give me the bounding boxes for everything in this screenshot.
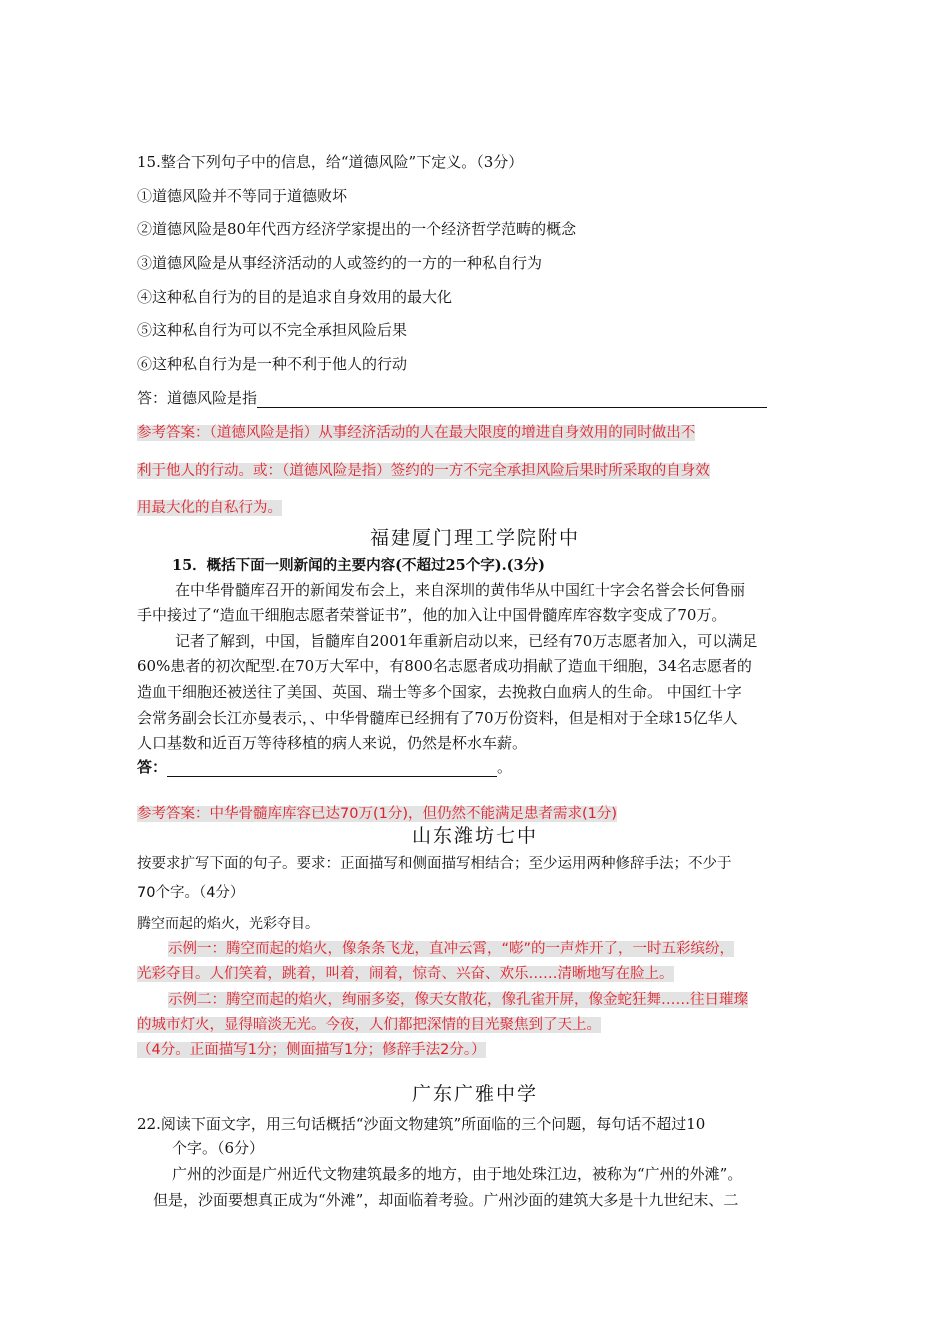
news-answer-line <box>137 757 512 777</box>
option-3: ③道德风险是从事经济活动的人或签约的一方的一种私自行为 <box>137 254 543 272</box>
answer-blank[interactable] <box>257 389 767 408</box>
news-para-line-1: 在中华骨髓库召开的新闻发布会上，来自深圳的黄伟华从中国红十字会名誉会长何鲁丽 <box>175 581 746 599</box>
school-heading-xiamen: 福建厦门理工学院附中 <box>369 527 580 549</box>
answer-line <box>137 388 767 408</box>
option-4: ④这种私自行为的目的是追求自身效用的最大化 <box>137 288 453 306</box>
option-1: ①道德风险并不等同于道德败坏 <box>137 187 348 205</box>
example-1-line-2: 光彩夺目。人们笑着，跳着，叫着，闹着，惊奇、兴奋、欢乐……清晰地写在脸上。 <box>137 966 674 982</box>
school-heading-weifang: 山东潍坊七中 <box>411 825 538 847</box>
example-1-line-1: 示例一：腾空而起的焰火，像条条飞龙，直冲云霄，“嘭”的一声炸开了，一时五彩缤纷， <box>168 941 735 957</box>
school-heading-guangya: 广东广雅中学 <box>411 1083 538 1105</box>
question-22-line-2: 个字。（6分） <box>172 1139 265 1157</box>
news-answer-prefix: 答： <box>137 758 168 776</box>
option-6: ⑥这种私自行为是一种不利于他人的行动 <box>137 355 408 373</box>
reference-answer-line-3: 用最大化的自私行为。 <box>137 500 282 516</box>
answer-prefix: 答：道德风险是指 <box>137 389 258 407</box>
option-2: ②道德风险是80年代西方经济学家提出的一个经济哲学范畴的概念 <box>137 220 577 238</box>
shamian-para-line-1: 广州的沙面是广州近代文物建筑最多的地方，由于地处珠江边，被称为“广州的外滩”。 <box>172 1165 743 1183</box>
reference-answer-line-2: 利于他人的行动。或：（道德风险是指）签约的一方不完全承担风险后果时所采取的自身效 <box>137 463 710 479</box>
news-para-line-6: 会常务副会长江亦曼表示，、中华骨髓库已经拥有了70万份资料，但是相对于全球15亿华人 <box>137 709 738 727</box>
news-para-line-5: 造血干细胞还被送往了美国、英国、瑞士等多个国家，去挽救白血病人的生命。 中国红十字 <box>137 683 742 701</box>
reference-answer-line-1: 参考答案：（道德风险是指）从事经济活动的人在最大限度的增进自身效用的同时做出不 <box>137 425 696 441</box>
news-answer-blank[interactable] <box>167 758 497 777</box>
shamian-para-line-2: 但是，沙面要想真正成为“外滩”，却面临着考验。广州沙面的建筑大多是十九世纪末、二 <box>153 1191 739 1209</box>
expand-question-line-2: 70个字。（4分） <box>137 885 245 901</box>
expand-question-line-1: 按要求扩写下面的句子。要求：正面描写和侧面描写相结合；至少运用两种修辞手法；不少于 <box>137 856 732 872</box>
question-15-text: 15.整合下列句子中的信息，给“道德风险”下定义。（3分） <box>137 153 524 171</box>
question-15-news: 15．概括下面一则新闻的主要内容(不超过25个字).(3分) <box>172 557 545 574</box>
scoring-note: （4分。正面描写1分；侧面描写1分；修辞手法2分。） <box>137 1042 486 1058</box>
example-2-line-2: 的城市灯火，显得暗淡无光。今夜，人们都把深情的目光聚焦到了天上。 <box>137 1017 601 1033</box>
example-2-line-1: 示例二：腾空而起的焰火，绚丽多姿，像天女散花，像孔雀开屏，像金蛇狂舞……往日璀璨 <box>168 992 748 1008</box>
question-22-line-1: 22.阅读下面文字，用三句话概括“沙面文物建筑”所面临的三个问题，每句话不超过10 <box>137 1115 706 1133</box>
news-answer-suffix: 。 <box>497 758 513 776</box>
news-para-line-3: 记者了解到，中国，旨髓库自2001年重新启动以来，已经有70万志愿者加入，可以满足 <box>175 632 758 650</box>
news-para-line-7: 人口基数和近百万等待移植的病人来说，仍然是杯水车薪。 <box>137 734 528 752</box>
news-reference-answer: 参考答案：中华骨髓库库容已达70万(1分)，但仍然不能满足患者需求(1分) <box>137 806 618 822</box>
option-5: ⑤这种私自行为可以不完全承担风险后果 <box>137 321 408 339</box>
news-para-line-4: 60%患者的初次配型.在70万大军中，有800名志愿者成功捐献了造血干细胞，34名志愿者的 <box>137 657 752 675</box>
news-para-line-2: 手中接过了“造血干细胞志愿者荣誉证书”，他的加入让中国骨髓库库容数字变成了70万。 <box>137 606 727 624</box>
source-sentence: 腾空而起的焰火，光彩夺目。 <box>137 916 319 932</box>
